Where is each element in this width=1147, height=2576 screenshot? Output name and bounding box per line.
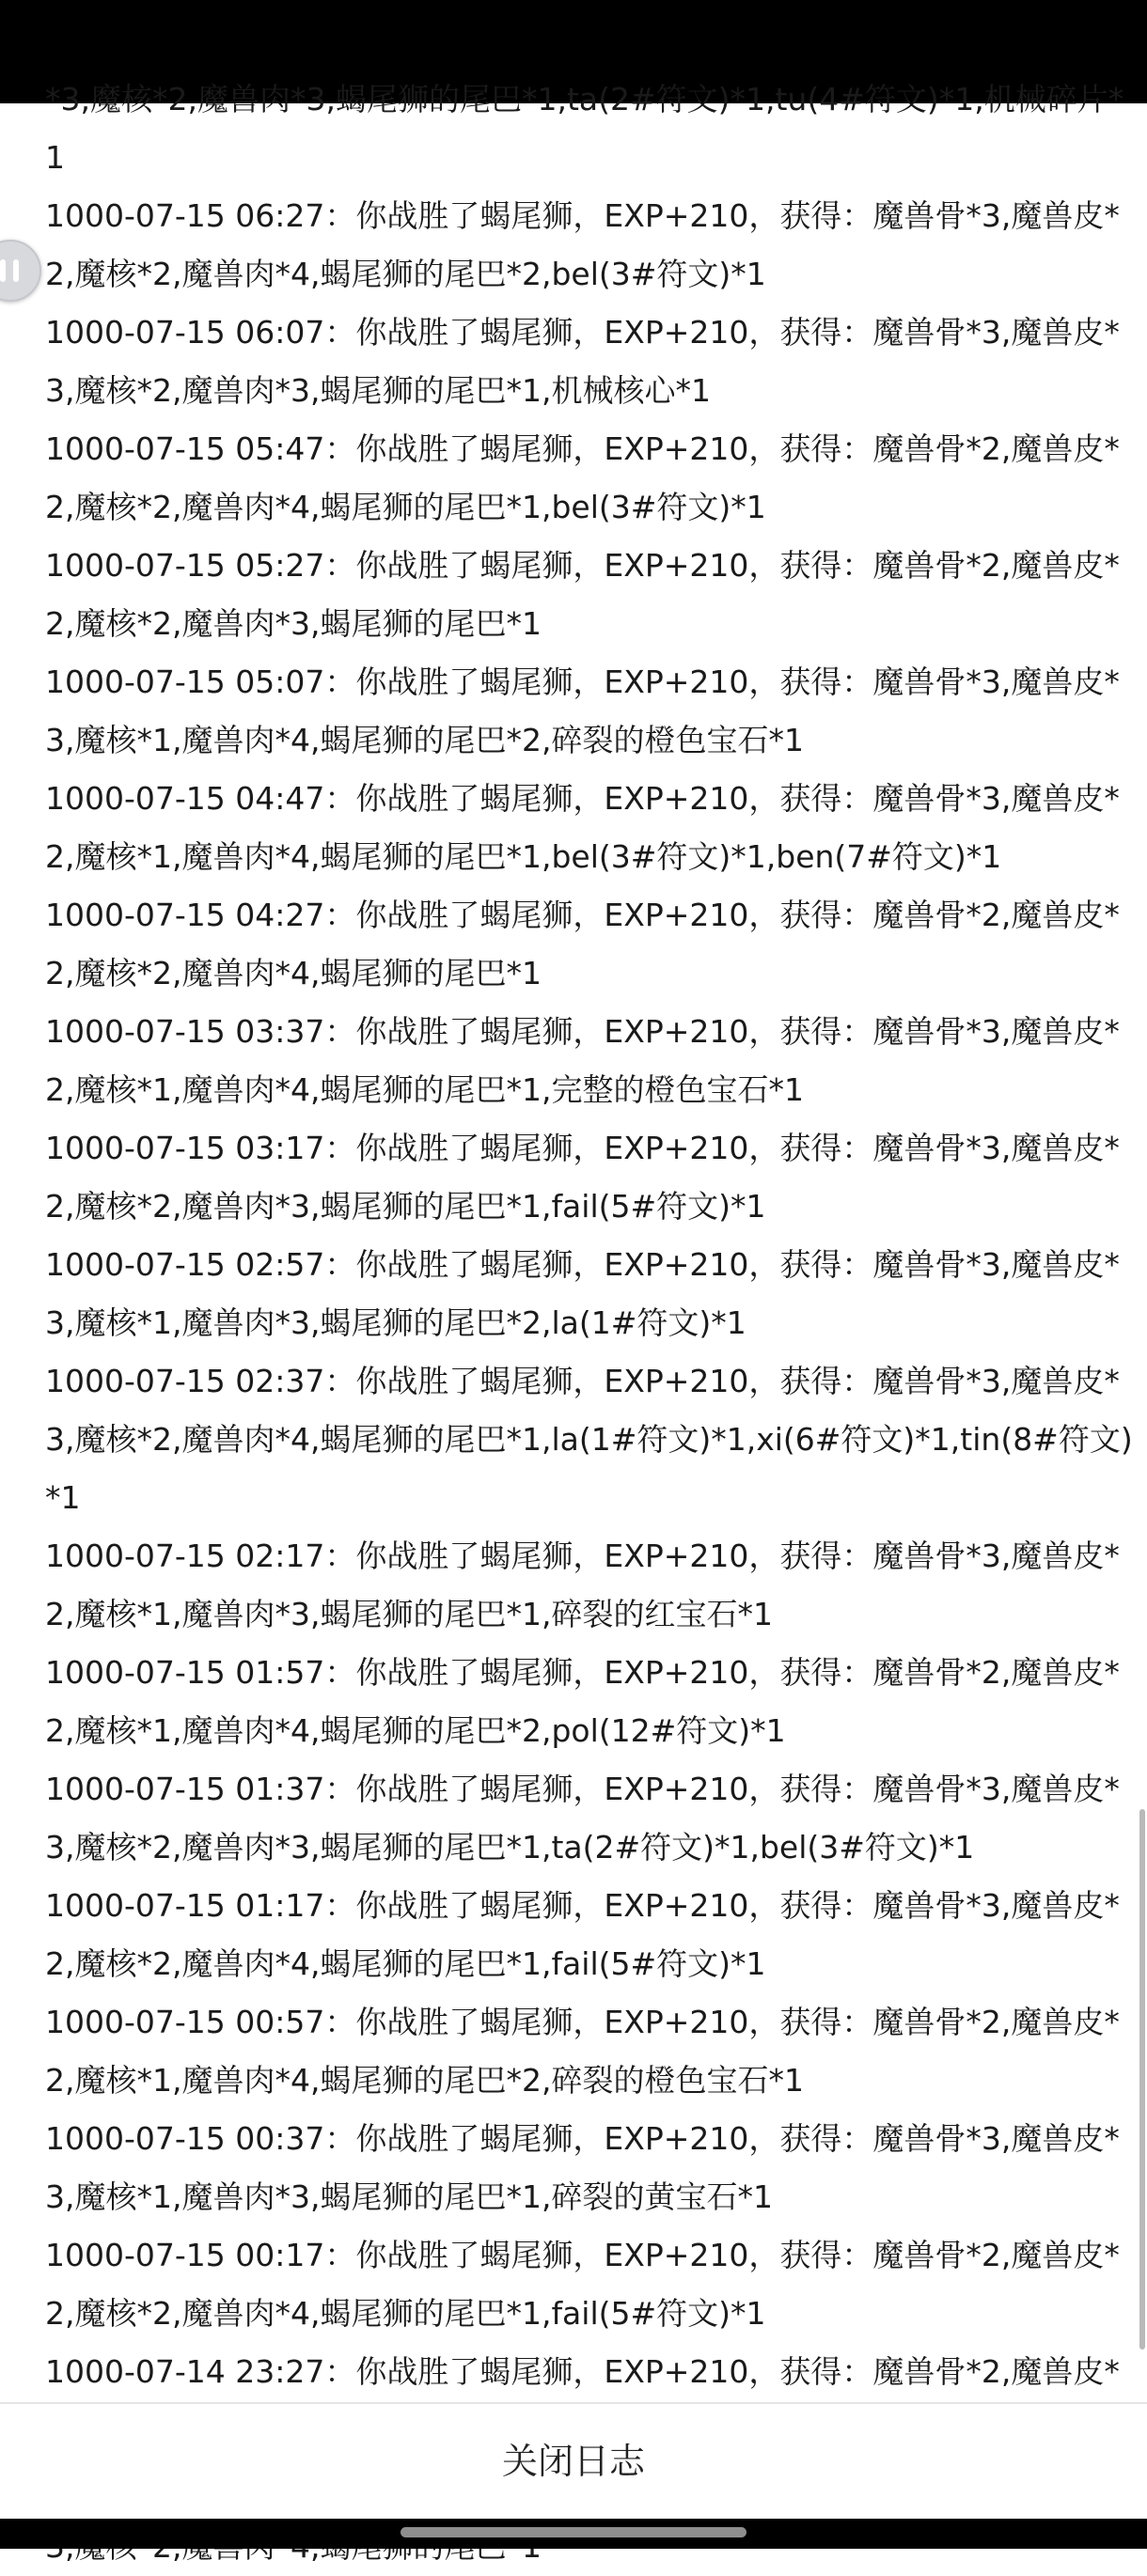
log-entry: 1000-07-15 06:27：你战胜了蝎尾狮，EXP+210，获得：魔兽骨*3,魔兽皮*2,魔核*2,魔兽肉*4,蝎尾狮的尾巴*2,bel(3#符文)*1 (45, 197, 1120, 292)
log-entry: 1000-07-15 04:27：你战胜了蝎尾狮，EXP+210，获得：魔兽骨*2,魔兽皮*2,魔核*2,魔兽肉*4,蝎尾狮的尾巴*1 (45, 897, 1120, 991)
log-entry: *3,魔核*2,魔兽肉*3,蝎尾狮的尾巴*1,ta(2#符文)*1,tu(4#符文)*1,机械碎片*1 (45, 81, 1124, 176)
log-viewport[interactable] (0, 81, 1147, 2402)
log-entry: 1000-07-15 00:57：你战胜了蝎尾狮，EXP+210，获得：魔兽骨*2,魔兽皮*2,魔核*1,魔兽肉*4,蝎尾狮的尾巴*2,碎裂的橙色宝石*1 (45, 2004, 1120, 2099)
log-entry: 1000-07-15 03:17：你战胜了蝎尾狮，EXP+210，获得：魔兽骨*3,魔兽皮*2,魔核*2,魔兽肉*3,蝎尾狮的尾巴*1,fail(5#符文)*1 (45, 1130, 1120, 1225)
floating-ball-bar-left (0, 259, 6, 282)
log-entry: 1000-07-15 02:17：你战胜了蝎尾狮，EXP+210，获得：魔兽骨*3,魔兽皮*2,魔核*1,魔兽肉*3,蝎尾狮的尾巴*1,碎裂的红宝石*1 (45, 1538, 1120, 1632)
log-entry: 1000-07-15 04:47：你战胜了蝎尾狮，EXP+210，获得：魔兽骨*3,魔兽皮*2,魔核*1,魔兽肉*4,蝎尾狮的尾巴*1,bel(3#符文)*1,ben(7#符文)*1 (45, 780, 1120, 875)
log-entry: 1000-07-15 05:47：你战胜了蝎尾狮，EXP+210，获得：魔兽骨*2,魔兽皮*2,魔核*2,魔兽肉*4,蝎尾狮的尾巴*1,bel(3#符文)*1 (45, 430, 1120, 525)
log-entry: 1000-07-15 02:37：你战胜了蝎尾狮，EXP+210，获得：魔兽骨*3,魔兽皮*3,魔核*2,魔兽肉*4,蝎尾狮的尾巴*1,la(1#符文)*1,xi(6#符文)*1,tin(8#符文)*1 (45, 1363, 1133, 1516)
log-entry: 1000-07-15 06:07：你战胜了蝎尾狮，EXP+210，获得：魔兽骨*3,魔兽皮*3,魔核*2,魔兽肉*3,蝎尾狮的尾巴*1,机械核心*1 (45, 314, 1120, 409)
scrollbar-thumb[interactable] (1139, 1809, 1145, 2350)
floating-ball-bar-right (13, 259, 19, 282)
log-entry: 1000-07-15 02:57：你战胜了蝎尾狮，EXP+210，获得：魔兽骨*3,魔兽皮*3,魔核*1,魔兽肉*3,蝎尾狮的尾巴*2,la(1#符文)*1 (45, 1246, 1120, 1341)
log-entry: 1000-07-15 00:37：你战胜了蝎尾狮，EXP+210，获得：魔兽骨*3,魔兽皮*3,魔核*1,魔兽肉*3,蝎尾狮的尾巴*1,碎裂的黄宝石*1 (45, 2120, 1120, 2215)
log-entry: 1000-07-15 05:07：你战胜了蝎尾狮，EXP+210，获得：魔兽骨*3,魔兽皮*3,魔核*1,魔兽肉*4,蝎尾狮的尾巴*2,碎裂的橙色宝石*1 (45, 664, 1120, 758)
log-entry: 1000-07-15 01:17：你战胜了蝎尾狮，EXP+210，获得：魔兽骨*3,魔兽皮*2,魔核*2,魔兽肉*4,蝎尾狮的尾巴*1,fail(5#符文)*1 (45, 1887, 1120, 1982)
close-log-button[interactable]: 关闭日志 (0, 2404, 1147, 2519)
log-entry: 1000-07-15 00:17：你战胜了蝎尾狮，EXP+210，获得：魔兽骨*2,魔兽皮*2,魔核*2,魔兽肉*4,蝎尾狮的尾巴*1,fail(5#符文)*1 (45, 2237, 1120, 2332)
log-entry: 1000-07-15 01:57：你战胜了蝎尾狮，EXP+210，获得：魔兽骨*2,魔兽皮*2,魔核*1,魔兽肉*4,蝎尾狮的尾巴*2,pol(12#符文)*1 (45, 1654, 1120, 1749)
log-entry: 1000-07-15 03:37：你战胜了蝎尾狮，EXP+210，获得：魔兽骨*3,魔兽皮*2,魔核*1,魔兽肉*4,蝎尾狮的尾巴*1,完整的橙色宝石*1 (45, 1013, 1120, 1108)
log-entry: 1000-07-15 05:27：你战胜了蝎尾狮，EXP+210，获得：魔兽骨*2,魔兽皮*2,魔核*2,魔兽肉*3,蝎尾狮的尾巴*1 (45, 547, 1120, 642)
log-entry: 1000-07-14 23:27：你战胜了蝎尾狮，EXP+210，获得：魔兽骨*2,魔兽皮* (45, 2353, 1120, 2390)
log-list (45, 70, 1136, 2576)
home-indicator[interactable] (401, 2527, 746, 2537)
navigation-bar (0, 2519, 1147, 2549)
log-entry: 1000-07-15 01:37：你战胜了蝎尾狮，EXP+210，获得：魔兽骨*3,魔兽皮*3,魔核*2,魔兽肉*3,蝎尾狮的尾巴*1,ta(2#符文)*1,bel(3#符文)*1 (45, 1771, 1120, 1866)
